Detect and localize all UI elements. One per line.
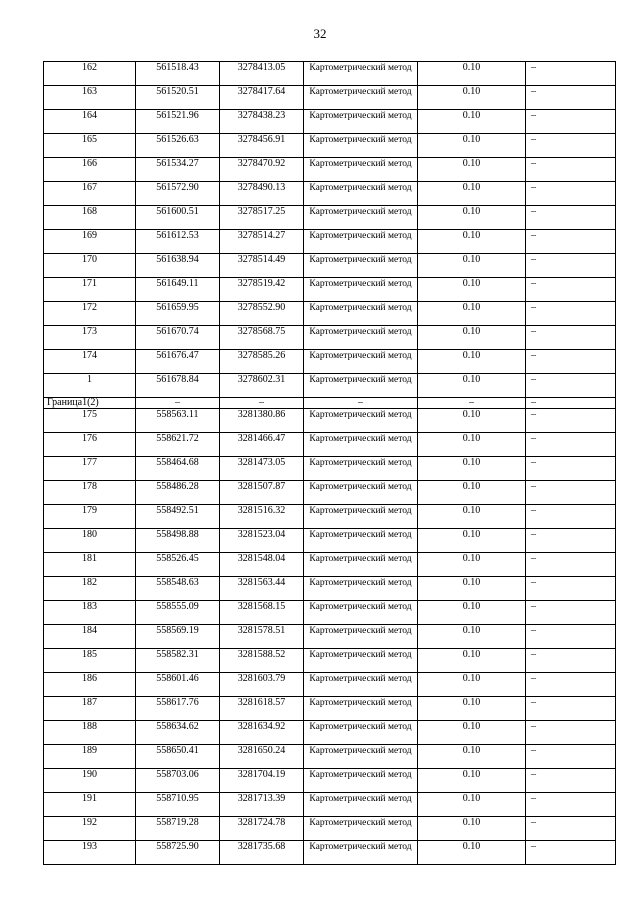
method-cell: Картометрический метод: [304, 433, 418, 457]
method-cell: Картометрический метод: [304, 110, 418, 134]
point-number-cell: 189: [44, 745, 136, 769]
accuracy-cell: 0.10: [418, 374, 526, 398]
description-cell: –: [526, 817, 616, 841]
table-row: [44, 769, 616, 793]
accuracy-cell: 0.10: [418, 841, 526, 865]
description-cell: –: [526, 457, 616, 481]
x-coordinate-cell: 558569.19: [136, 625, 220, 649]
table-row: [44, 278, 616, 302]
x-coordinate-cell: 558650.41: [136, 745, 220, 769]
x-coordinate-cell: 558719.28: [136, 817, 220, 841]
table-row: [44, 577, 616, 601]
table-row: [44, 230, 616, 254]
point-number-cell: 188: [44, 721, 136, 745]
y-coordinate-cell: 3281578.51: [220, 625, 304, 649]
point-number-cell: 171: [44, 278, 136, 302]
accuracy-cell: 0.10: [418, 86, 526, 110]
method-cell: Картометрический метод: [304, 577, 418, 601]
x-coordinate-cell: 558710.95: [136, 793, 220, 817]
table-row: [44, 134, 616, 158]
point-number-cell: 175: [44, 409, 136, 433]
y-coordinate-cell: 3281523.04: [220, 529, 304, 553]
point-number-cell: 181: [44, 553, 136, 577]
x-coordinate-cell: 561638.94: [136, 254, 220, 278]
accuracy-cell: 0.10: [418, 326, 526, 350]
accuracy-cell: 0.10: [418, 625, 526, 649]
y-coordinate-cell: 3281473.05: [220, 457, 304, 481]
point-number-cell: 170: [44, 254, 136, 278]
description-cell: –: [526, 254, 616, 278]
accuracy-cell: 0.10: [418, 481, 526, 505]
point-number-cell: 163: [44, 86, 136, 110]
method-cell: Картометрический метод: [304, 481, 418, 505]
point-number-cell: 186: [44, 673, 136, 697]
method-cell: Картометрический метод: [304, 158, 418, 182]
x-coordinate-cell: 558621.72: [136, 433, 220, 457]
description-cell: –: [526, 625, 616, 649]
method-cell: Картометрический метод: [304, 625, 418, 649]
y-coordinate-cell: 3281724.78: [220, 817, 304, 841]
point-number-cell: 191: [44, 793, 136, 817]
table-row: [44, 625, 616, 649]
description-cell: –: [526, 278, 616, 302]
description-cell: –: [526, 182, 616, 206]
point-number-cell: 164: [44, 110, 136, 134]
y-coordinate-cell: 3281618.57: [220, 697, 304, 721]
y-coordinate-cell: 3278568.75: [220, 326, 304, 350]
y-coordinate-cell: 3281507.87: [220, 481, 304, 505]
boundary-separator-row: [44, 398, 616, 409]
table-row: [44, 457, 616, 481]
method-cell: Картометрический метод: [304, 553, 418, 577]
y-coordinate-cell: 3281548.04: [220, 553, 304, 577]
table-row: [44, 481, 616, 505]
y-coordinate-cell: 3278514.27: [220, 230, 304, 254]
description-cell: –: [526, 745, 616, 769]
y-coordinate-cell: 3281603.79: [220, 673, 304, 697]
description-cell: –: [526, 673, 616, 697]
method-cell: Картометрический метод: [304, 817, 418, 841]
accuracy-cell: 0.10: [418, 769, 526, 793]
x-coordinate-cell: 558703.06: [136, 769, 220, 793]
accuracy-cell: 0.10: [418, 817, 526, 841]
table-row: [44, 505, 616, 529]
point-number-cell: 177: [44, 457, 136, 481]
x-coordinate-cell: 558601.46: [136, 673, 220, 697]
table-row: [44, 649, 616, 673]
method-cell: Картометрический метод: [304, 601, 418, 625]
accuracy-cell: 0.10: [418, 62, 526, 86]
method-cell: Картометрический метод: [304, 841, 418, 865]
accuracy-cell: 0.10: [418, 505, 526, 529]
description-cell: –: [526, 62, 616, 86]
point-number-cell: 176: [44, 433, 136, 457]
x-coordinate-cell: 558582.31: [136, 649, 220, 673]
description-cell: –: [526, 841, 616, 865]
table-row: [44, 62, 616, 86]
method-cell: Картометрический метод: [304, 673, 418, 697]
y-coordinate-cell: 3278438.23: [220, 110, 304, 134]
table-row: [44, 206, 616, 230]
accuracy-cell: 0.10: [418, 254, 526, 278]
x-coordinate-cell: 561612.53: [136, 230, 220, 254]
table-row: [44, 529, 616, 553]
method-cell: Картометрический метод: [304, 302, 418, 326]
x-coordinate-cell: 558486.28: [136, 481, 220, 505]
accuracy-cell: 0.10: [418, 721, 526, 745]
y-coordinate-cell: 3278470.92: [220, 158, 304, 182]
accuracy-cell: 0.10: [418, 457, 526, 481]
point-number-cell: 185: [44, 649, 136, 673]
x-coordinate-cell: 561670.74: [136, 326, 220, 350]
method-cell: Картометрический метод: [304, 350, 418, 374]
accuracy-cell: 0.10: [418, 158, 526, 182]
point-number-cell: 173: [44, 326, 136, 350]
accuracy-cell: 0.10: [418, 553, 526, 577]
point-number-cell: 162: [44, 62, 136, 86]
point-number-cell: 166: [44, 158, 136, 182]
point-number-cell: 179: [44, 505, 136, 529]
description-cell: –: [526, 398, 616, 409]
point-number-cell: 184: [44, 625, 136, 649]
table-row: [44, 350, 616, 374]
description-cell: –: [526, 230, 616, 254]
accuracy-cell: 0.10: [418, 134, 526, 158]
x-coordinate-cell: 561520.51: [136, 86, 220, 110]
x-coordinate-cell: 561521.96: [136, 110, 220, 134]
coordinates-table-body: [44, 62, 616, 865]
description-cell: –: [526, 302, 616, 326]
description-cell: –: [526, 134, 616, 158]
method-cell: Картометрический метод: [304, 230, 418, 254]
method-cell: Картометрический метод: [304, 254, 418, 278]
description-cell: –: [526, 433, 616, 457]
accuracy-cell: 0.10: [418, 302, 526, 326]
accuracy-cell: 0.10: [418, 182, 526, 206]
method-cell: Картометрический метод: [304, 134, 418, 158]
point-number-cell: 180: [44, 529, 136, 553]
y-coordinate-cell: 3278514.49: [220, 254, 304, 278]
x-coordinate-cell: 558617.76: [136, 697, 220, 721]
x-coordinate-cell: 558526.45: [136, 553, 220, 577]
table-row: [44, 302, 616, 326]
method-cell: Картометрический метод: [304, 278, 418, 302]
description-cell: –: [526, 529, 616, 553]
point-number-cell: 192: [44, 817, 136, 841]
x-coordinate-cell: 558492.51: [136, 505, 220, 529]
table-row: [44, 817, 616, 841]
point-number-cell: 172: [44, 302, 136, 326]
y-coordinate-cell: 3281650.24: [220, 745, 304, 769]
point-number-cell: 174: [44, 350, 136, 374]
point-number-cell: 193: [44, 841, 136, 865]
table-row: [44, 553, 616, 577]
x-coordinate-cell: 558725.90: [136, 841, 220, 865]
accuracy-cell: 0.10: [418, 529, 526, 553]
method-cell: Картометрический метод: [304, 721, 418, 745]
y-coordinate-cell: 3281516.32: [220, 505, 304, 529]
description-cell: –: [526, 326, 616, 350]
table-row: [44, 409, 616, 433]
description-cell: –: [526, 601, 616, 625]
description-cell: –: [526, 86, 616, 110]
x-coordinate-cell: 561518.43: [136, 62, 220, 86]
x-coordinate-cell: 561659.95: [136, 302, 220, 326]
description-cell: –: [526, 374, 616, 398]
point-number-cell: 183: [44, 601, 136, 625]
accuracy-cell: –: [418, 398, 526, 409]
accuracy-cell: 0.10: [418, 206, 526, 230]
point-number-cell: 178: [44, 481, 136, 505]
table-row: [44, 326, 616, 350]
method-cell: Картометрический метод: [304, 697, 418, 721]
method-cell: Картометрический метод: [304, 457, 418, 481]
accuracy-cell: 0.10: [418, 577, 526, 601]
accuracy-cell: 0.10: [418, 409, 526, 433]
table-row: [44, 110, 616, 134]
method-cell: Картометрический метод: [304, 409, 418, 433]
method-cell: Картометрический метод: [304, 374, 418, 398]
table-row: [44, 841, 616, 865]
method-cell: Картометрический метод: [304, 529, 418, 553]
method-cell: Картометрический метод: [304, 793, 418, 817]
method-cell: Картометрический метод: [304, 182, 418, 206]
description-cell: –: [526, 769, 616, 793]
x-coordinate-cell: 561534.27: [136, 158, 220, 182]
point-number-cell: 187: [44, 697, 136, 721]
x-coordinate-cell: 558563.11: [136, 409, 220, 433]
accuracy-cell: 0.10: [418, 649, 526, 673]
description-cell: –: [526, 721, 616, 745]
table-row: [44, 433, 616, 457]
x-coordinate-cell: 558634.62: [136, 721, 220, 745]
description-cell: –: [526, 350, 616, 374]
description-cell: –: [526, 110, 616, 134]
accuracy-cell: 0.10: [418, 110, 526, 134]
x-coordinate-cell: 558548.63: [136, 577, 220, 601]
point-number-cell: 168: [44, 206, 136, 230]
table-row: [44, 158, 616, 182]
point-number-cell: 165: [44, 134, 136, 158]
y-coordinate-cell: 3281713.39: [220, 793, 304, 817]
description-cell: –: [526, 577, 616, 601]
x-coordinate-cell: 561676.47: [136, 350, 220, 374]
point-number-cell: Граница1(2): [44, 398, 136, 409]
method-cell: Картометрический метод: [304, 769, 418, 793]
table-row: [44, 601, 616, 625]
accuracy-cell: 0.10: [418, 793, 526, 817]
method-cell: Картометрический метод: [304, 206, 418, 230]
y-coordinate-cell: 3281466.47: [220, 433, 304, 457]
y-coordinate-cell: 3278602.31: [220, 374, 304, 398]
accuracy-cell: 0.10: [418, 350, 526, 374]
accuracy-cell: 0.10: [418, 601, 526, 625]
description-cell: –: [526, 649, 616, 673]
y-coordinate-cell: 3278552.90: [220, 302, 304, 326]
point-number-cell: 190: [44, 769, 136, 793]
y-coordinate-cell: 3281588.52: [220, 649, 304, 673]
y-coordinate-cell: 3281380.86: [220, 409, 304, 433]
description-cell: –: [526, 553, 616, 577]
accuracy-cell: 0.10: [418, 697, 526, 721]
table-row: [44, 745, 616, 769]
table-row: [44, 86, 616, 110]
accuracy-cell: 0.10: [418, 278, 526, 302]
table-row: [44, 793, 616, 817]
y-coordinate-cell: 3281568.15: [220, 601, 304, 625]
method-cell: Картометрический метод: [304, 505, 418, 529]
x-coordinate-cell: 561572.90: [136, 182, 220, 206]
y-coordinate-cell: 3278417.64: [220, 86, 304, 110]
y-coordinate-cell: 3278456.91: [220, 134, 304, 158]
description-cell: –: [526, 409, 616, 433]
table-row: [44, 182, 616, 206]
description-cell: –: [526, 158, 616, 182]
accuracy-cell: 0.10: [418, 433, 526, 457]
x-coordinate-cell: 561526.63: [136, 134, 220, 158]
table-row: [44, 697, 616, 721]
x-coordinate-cell: 561678.84: [136, 374, 220, 398]
accuracy-cell: 0.10: [418, 230, 526, 254]
y-coordinate-cell: 3278517.25: [220, 206, 304, 230]
method-cell: Картометрический метод: [304, 649, 418, 673]
description-cell: –: [526, 481, 616, 505]
point-number-cell: 182: [44, 577, 136, 601]
y-coordinate-cell: 3281634.92: [220, 721, 304, 745]
y-coordinate-cell: 3278413.05: [220, 62, 304, 86]
accuracy-cell: 0.10: [418, 673, 526, 697]
x-coordinate-cell: 561600.51: [136, 206, 220, 230]
y-coordinate-cell: 3278585.26: [220, 350, 304, 374]
y-coordinate-cell: 3281704.19: [220, 769, 304, 793]
y-coordinate-cell: 3281735.68: [220, 841, 304, 865]
x-coordinate-cell: 558555.09: [136, 601, 220, 625]
accuracy-cell: 0.10: [418, 745, 526, 769]
description-cell: –: [526, 793, 616, 817]
point-number-cell: 169: [44, 230, 136, 254]
method-cell: Картометрический метод: [304, 86, 418, 110]
table-row: [44, 673, 616, 697]
point-number-cell: 167: [44, 182, 136, 206]
y-coordinate-cell: 3278490.13: [220, 182, 304, 206]
method-cell: –: [304, 398, 418, 409]
y-coordinate-cell: 3278519.42: [220, 278, 304, 302]
x-coordinate-cell: 561649.11: [136, 278, 220, 302]
coordinates-table: [43, 61, 616, 865]
method-cell: Картометрический метод: [304, 326, 418, 350]
table-row: [44, 721, 616, 745]
description-cell: –: [526, 697, 616, 721]
y-coordinate-cell: –: [220, 398, 304, 409]
x-coordinate-cell: –: [136, 398, 220, 409]
point-number-cell: 1: [44, 374, 136, 398]
x-coordinate-cell: 558498.88: [136, 529, 220, 553]
page-number: 32: [313, 26, 327, 41]
y-coordinate-cell: 3281563.44: [220, 577, 304, 601]
method-cell: Картометрический метод: [304, 745, 418, 769]
description-cell: –: [526, 206, 616, 230]
x-coordinate-cell: 558464.68: [136, 457, 220, 481]
description-cell: –: [526, 505, 616, 529]
method-cell: Картометрический метод: [304, 62, 418, 86]
table-row: [44, 254, 616, 278]
table-row: [44, 374, 616, 398]
